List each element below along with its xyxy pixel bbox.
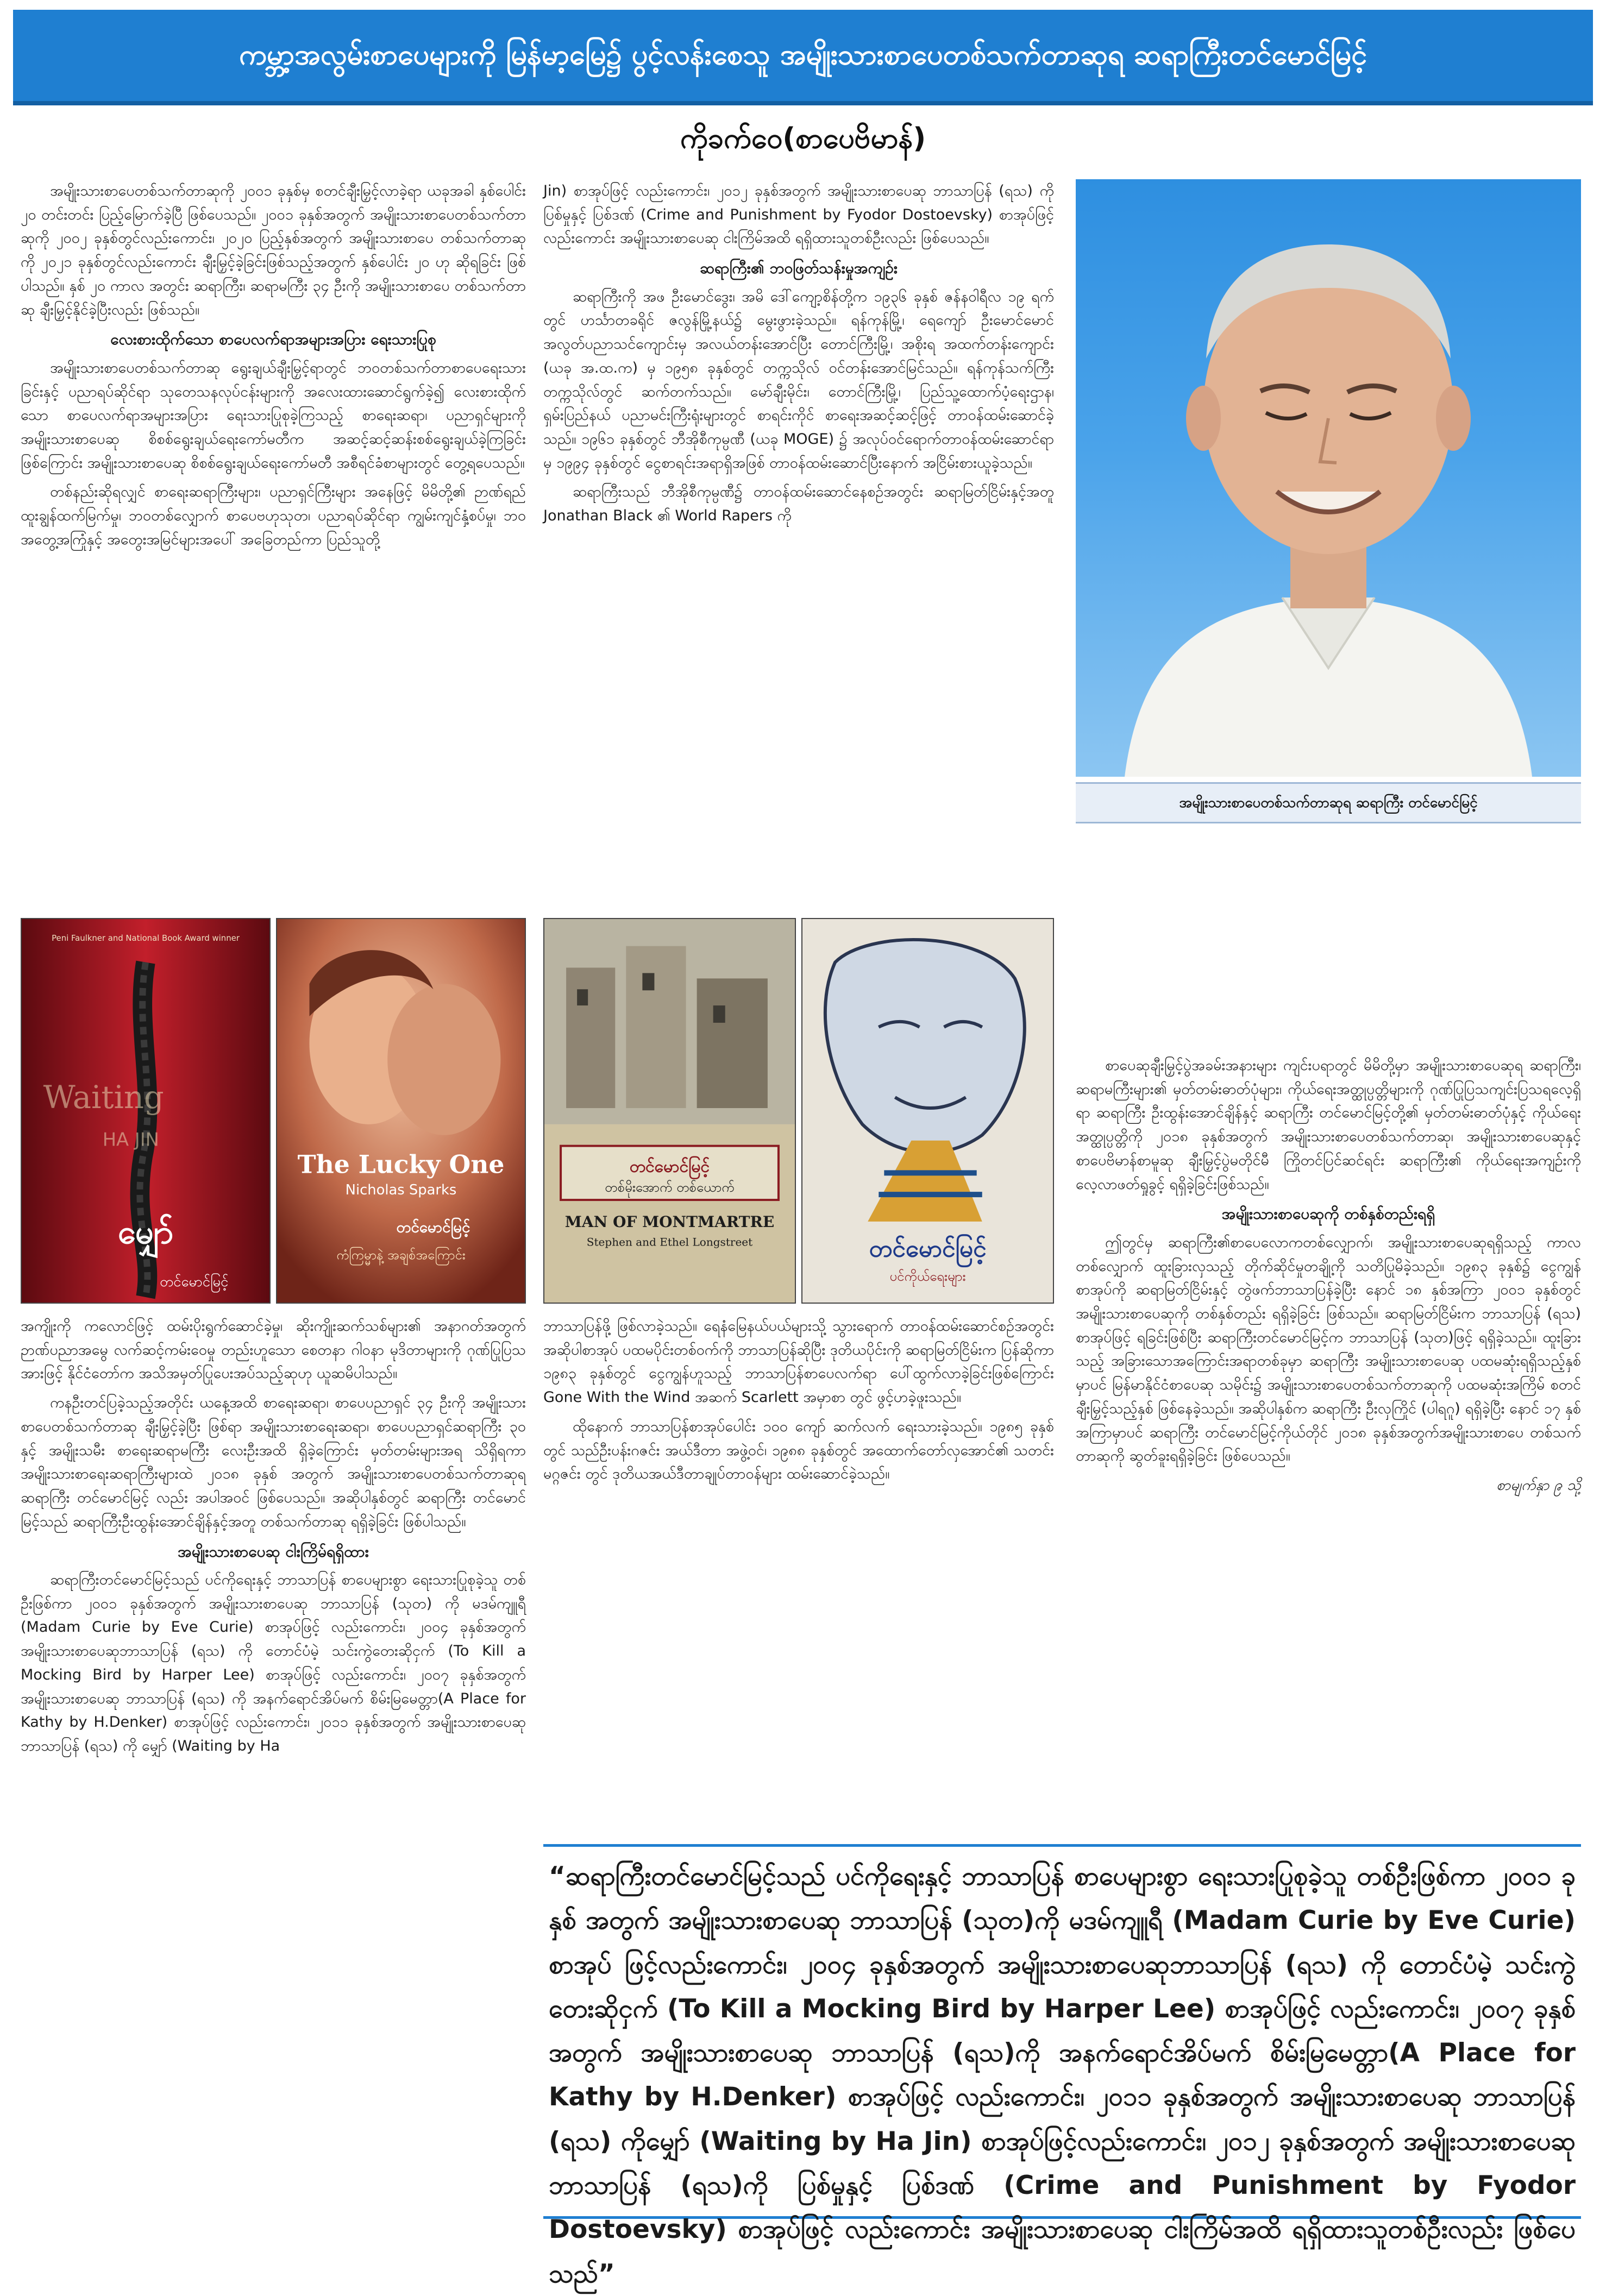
book-waiting-author: HA JIN [102,1129,159,1150]
article-paragraph: စာပေဆုချီးမြှင့်ပွဲအခမ်းအနားများ ကျင်းပရာတွင် မိမိတို့မှာ အမျိုးသားစာပေဆုရ ဆရာကြီး၊ ဆရာမကြီးများ၏ မှတ်တမ်းဓာတ်ပုံများ၊ ကိုယ်ရေးအတ္ထုပ္ပတ္တိများကို ဂုဏ်ပြုပြသကျင်းပြသရလေ့ရှိရာ ဆရာကြီး ဦးထွန်းအောင်ချိန်နှင့် ဆရာကြီး တင်မောင်မြင့်တို့၏ မှတ်တမ်းဓာတ်ပုံနှင့် ကိုယ်ရေးအတ္ထုပ္ပတ္တိကို ၂၀၁၈ ခုနှစ်အတွက် အမျိုးသားစာပေတစ်သက်တာဆု၊ အမျိုးသားစာပေဆုနှင့် စာပေဗိမာန်စာမူဆု ချီးမြှင့်ပွဲမတိုင်မီ ကြိုတင်ပြင်ဆင်ရင်း ဆရာကြီး၏ ကိုယ်ရေးအကျဉ်းကို လေ့လာဖတ်ရှုခွင့် ရရှိခဲ့ခြင်းဖြစ်သည်။ [1076,1057,1581,1193]
book-cover-waiting [21,918,271,1304]
article-paragraph: ကနဦးတင်ပြခဲ့သည့်အတိုင်း ယနေ့အထိ စာရေးဆရာ၊ စာပေပညာရှင် ၃၄ ဦးကို အမျိုးသားစာပေတစ်သက်တာဆု ချီးမြှင့်ခဲ့ပြီး ဖြစ်ရာ အမျိုးသားစာရေးဆရာ၊ စာပေပညာရှင်ဆရာကြီး ၃၀ နှင့် အမျိုးသမီး စာရေးဆရာမကြီး လေးဦးအထိ ရှိခဲ့ကြောင်း မှတ်တမ်းများအရ သိရှိရကာ အမျိုးသားစာရေးဆရာကြီးများထဲ ၂၀၁၈ ခုနှစ် အတွက် အမျိုးသားစာပေတစ်သက်တာဆုရ ဆရာကြီး တင်မောင်မြင့် လည်း အပါအဝင် ဖြစ်ပေသည်။ အဆိုပါနှစ်တွင် ဆရာကြီး တင်မောင် မြင့်သည် ဆရာကြီးဦးထွန်းအောင်ချိန်နှင့်အတူ တစ်သက်တာဆု ရရှိခဲ့ခြင်း ဖြစ်ပါသည်။ [21,1394,526,1530]
pull-quote: “ဆရာကြီးတင်မောင်မြင့်သည် ပင်ကိုရေးနှင့် ဘာသာပြန် စာပေများစွာ ရေးသားပြုစုခဲ့သူ တစ်ဦးဖြစ်ကာ ၂၀၀၁ ခုနှစ် အတွက် အမျိုးသားစာပေဆု ဘာသာပြန် (သုတ)ကို မဒမ်ကျူရီ (Madam Curie by Eve Curie) စာအုပ် ဖြင့်လည်းကောင်း၊ ၂၀၀၄ ခုနှစ်အတွက် အမျိုးသားစာပေဆုဘာသာပြန် (ရသ) ကို တောင်ပံမဲ့ သင်းကွဲတေးဆိုငှက် (To Kill a Mocking Bird by Harper Lee) စာအုပ်ဖြင့် လည်းကောင်း၊ ၂၀၀၇ ခုနှစ်အတွက် အမျိုးသားစာပေဆု ဘာသာပြန် (ရသ)ကို အနက်ရောင်အိပ်မက် စိမ်းမြမေတ္တာ(A Place for Kathy by H.Denker) စာအုပ်ဖြင့် လည်းကောင်း၊ ၂၀၁၁ ခုနှစ်အတွက် အမျိုးသားစာပေဆု ဘာသာပြန် (ရသ) ကိုမျှော် (Waiting by Ha Jin) စာအုပ်ဖြင့်လည်းကောင်း၊ ၂၀၁၂ ခုနှစ်အတွက် အမျိုးသားစာပေဆု ဘာသာပြန် (ရသ)ကို ပြစ်မှုနှင့် ပြစ်ဒဏ် (Crime and Punishment by Fyodor Dostoevsky) စာအုပ်ဖြင့် လည်းကောင်း အမျိုးသားစာပေဆု ငါးကြိမ်အထိ ရရှိထားသူတစ်ဦးလည်း ဖြစ်ပေသည်” [543,1844,1581,2219]
article-paragraph: ဆရာကြီးတင်မောင်မြင့်သည် ပင်ကိုရေးနှင့် ဘာသာပြန် စာပေများစွာ ရေးသားပြုစုခဲ့သူ တစ်ဦးဖြစ်ကာ ၂၀၀၁ ခုနှစ်အတွက် အမျိုးသားစာပေဆု ဘာသာပြန် (သုတ) ကို မဒမ်ကျူရီ (Madam Curie by Eve Curie) စာအုပ်ဖြင့် လည်းကောင်း၊ ၂၀၀၄ ခုနှစ်အတွက် အမျိုးသားစာပေဆုဘာသာပြန် (ရသ) ကို တောင်ပံမဲ့ သင်းကွဲတေးဆိုငှက် (To Kill a Mocking Bird by Harper Lee) စာအုပ်ဖြင့် လည်းကောင်း၊ ၂၀၀၇ ခုနှစ်အတွက် အမျိုးသားစာပေဆု ဘာသာပြန် (ရသ) ကို အနက်ရောင်အိပ်မက် စိမ်းမြမေတ္တာ(A Place for Kathy by H.Denker) စာအုပ်ဖြင့် လည်းကောင်း၊ ၂၀၁၁ ခုနှစ်အတွက် အမျိုးသားစာပေဆု ဘာသာပြန် (ရသ) ကို မျှော် (Waiting by Ha [21,1571,526,1755]
book-lucky-author: Nicholas Sparks [345,1182,457,1199]
book-lucky-burmese-author: တင်မောင်မြင့် [396,1218,470,1236]
book-waiting-burmese-author: တင်မောင်မြင့် [160,1274,229,1291]
column-1-bottom [21,1314,526,2216]
book-montmartre-burmese-author: တင်မောင်မြင့် [629,1157,710,1177]
book-cover-lucky-one [276,918,526,1304]
author-portrait [1076,179,1581,777]
column-3-bottom [1076,1054,1581,1879]
book-waiting-title: Waiting [43,1079,164,1116]
headline: ကမ္ဘာ့အလွမ်းစာပေများကို မြန်မာ့မြေ၌ ပွင့်လန်းစေသူ အမျိုးသားစာပေတစ်သက်တာဆုရ ဆရာကြီးတင်မောင်မြင့် [239,39,1367,72]
book-montmartre-author: Stephen and Ethel Longstreet [586,1235,753,1249]
section-subheading: အမျိုးသားစာပေဆု ငါးကြိမ်ရရှိထား [178,1542,369,1561]
column-1-top [21,179,526,910]
book-lucky-title: The Lucky One [297,1149,505,1179]
book-montmartre-burmese-title: တစ်မိုးအောက် တစ်ယောက် [605,1180,735,1196]
portrait-illustration [1076,179,1581,777]
book-lucky-burmese-subtitle: ကံကြမ္မာနဲ့ အချစ်အကြောင်း [336,1247,466,1263]
article-paragraph: တစ်နည်းဆိုရလျှင် စာရေးဆရာကြီးများ၊ ပညာရှင်ကြီးများ အနေဖြင့် မိမိတို့၏ ဉာဏ်ရည်ထူးချွန်ထက်မြက်မှု၊ ဘဝတစ်လျှောက် စာပေဗဟုသုတ၊ ပညာရပ်ဆိုင်ရာ ကျွမ်းကျင်နှံ့စပ်မှု၊ ဘဝအတွေ့အကြုံနှင့် အတွေးအမြင်များအပေါ် အခြေတည်ကာ ပြည်သူတို့ [21,483,526,548]
continued-note: စာမျက်နှာ ၉ သို့ [1496,1477,1581,1494]
article-paragraph: ဆရာကြီးသည် ဘီအိုစီကုမ္ပဏီ၌ တာဝန်ထမ်းဆောင်နေစဉ်အတွင်း ဆရာမြတ်ငြိမ်းနှင့်အတူ Jonathan Black ၏ World Rapers ကို [543,483,1054,525]
article-paragraph: ဆရာကြီးကို အဖ ဦးမောင်ဒွေး၊ အမိ ဒေါ်ကျော့စိန်တို့က ၁၉၃၆ ခုနှစ် ဇန်နဝါရီလ ၁၉ ရက်တွင် ဟင်္သာတခရိုင် ဇလွန်မြို့နယ်၌ မွေးဖွားခဲ့သည်။ ရန်ကုန်မြို့၊ ရေကျော် ဦးမောင်မောင် အလွတ်ပညာသင်ကျောင်းမှ အလယ်တန်းအောင်ပြီး တောင်ကြီးမြို့၊ အစိုးရ အထက်တန်းကျောင်း (ယခု အ.ထ.က) မှ ၁၉၅၈ ခုနှစ်တွင် တက္ကသိုလ် ဝင်တန်းအောင်မြင်သည်။ ရန်ကုန်သက်ကြီးတက္ကသိုလ်တွင် ဆက်တက်သည်။ မော်ချီးမိုင်း၊ တောင်ကြီးမြို့၊ ပြည်သူ့ထောက်ပံ့ရေးဌာန၊ ရှမ်းပြည်နယ် ပညာမင်းကြီးရုံးများတွင် စာရင်းကိုင် စာရေးအဆင့်ဆင့်ဖြင့် တာဝန်ထမ်းဆောင်ခဲ့သည်။ ၁၉၆၁ ခုနှစ်တွင် ဘီအိုစီကုမ္ပဏီ (ယခု MOGE) ၌ အလုပ်ဝင်ရောက်တာဝန်ထမ်းဆောင်ရာမှ ၁၉၉၄ ခုနှစ်တွင် ငွေစာရင်းအရာရှိအဖြစ် တာဝန်ထမ်းဆောင်ပြီးနောက် အငြိမ်းစားယူခဲ့သည်။ [543,288,1054,471]
article-paragraph: အမျိုးသားစာပေတစ်သက်တာဆုကို ၂၀၀၁ ခုနှစ်မှ စတင်ချီးမြှင့်လာခဲ့ရာ ယခုအခါ နှစ်ပေါင်း ၂၀ တင်းတင်း ပြည့်မြောက်ခဲ့ပြီ ဖြစ်ပေသည်။ ၂၀၀၁ ခုနှစ်အတွက် အမျိုးသားစာပေတစ်သက်တာဆုကို ၂၀၀၂ ခုနှစ်တွင်လည်းကောင်း၊ ၂၀၂၀ ပြည့်နှစ်အတွက် အမျိုးသားစာပေ တစ်သက်တာဆုကို ၂၀၂၁ ခုနှစ်တွင်လည်းကောင်း ချီးမြှင့်ခဲ့ခြင်းဖြစ်သည့်အတွက် နှစ်ပေါင်း ၂၀ ဟု ဆိုရခြင်း ဖြစ်ပါသည်။ နှစ် ၂၀ ကာလ အတွင်း ဆရာကြီး၊ ဆရာမကြီး ၃၄ ဦးကို အမျိုးသားစာပေ တစ်သက်တာဆု ချီးမြှင့်နိုင်ခဲ့ပြီးလည်း ဖြစ်သည်။ [21,183,526,318]
book-waiting-top-text: Peni Faulkner and National Book Award winner [52,933,240,943]
article-paragraph: ဤတွင်မှ ဆရာကြီး၏စာပေလောကတစ်လျှောက်၊ အမျိုးသားစာပေဆုရရှိသည့် ကာလတစ်လျှောက် ထူးခြားလှသည့် တိုက်ဆိုင်မှုတချို့ကို သတိပြုမိခဲ့သည်။ ၁၉၈၃ ခုနှစ်၌ ငွေကျွန်စာအုပ်ကို ဆရာမြတ်ငြိမ်းနှင့် တွဲဖက်ဘာသာပြန်ခဲ့ပြီး နောင် ၁၈ နှစ်အကြာ ၂၀၀၁ ခုနှစ်တွင် အမျိုးသားစာပေဆုကို တစ်နှစ်တည်း ရရှိခဲ့ခြင်း ဖြစ်သည်။ ဆရာမြတ်ငြိမ်းက ဘာသာပြန် (ရသ) စာအုပ်ဖြင့် ရခြင်းဖြစ်ပြီး ဆရာကြီးတင်မောင်မြင့်က ဘာသာပြန် (သုတ)ဖြင့် ရရှိခဲ့သည်။ ထူးခြားသည့် အခြားသောအကြောင်းအရာတစ်ခုမှာ ဆရာကြီး အမျိုးသားစာပေဆု ပထမဆုံးရရှိသည့်နှစ်မှာပင် မြန်မာနိုင်ငံစာပေဆု သမိုင်း၌ အမျိုးသားစာပေတစ်သက်တာဆုကို ပထမဆုံးအကြိမ် စတင်ချီးမြှင့်သည့်နှစ် ဖြစ်နေခဲ့သည်။ အဆိုပါနှစ်က ဆရာကြီး ဦးလှကြိုင် (ပါရဂူ) ရရှိခဲ့ပြီး နောင် ၁၇ နှစ်အကြာမှာပင် ဆရာကြီး တင်မောင်မြင့်ကိုယ်တိုင် ၂၀၁၈ ခုနှစ်အတွက်အမျိုးသားစာပေ တစ်သက်တာဆုကို ဆွတ်ခူးရရှိခဲ့ခြင်း ဖြစ်ပေသည်။ [1076,1234,1581,1465]
article-paragraph: ထိုနောက် ဘာသာပြန်စာအုပ်ပေါင်း ၁၀၀ ကျော် ဆက်လက် ရေးသားခဲ့သည်။ ၁၉၈၅ ခုနှစ်တွင် သည်ဦးပန်းဂဇင်း အယ်ဒီတာ အဖွဲ့ဝင်၊ ၁၉၈၈ ခုနှစ်တွင် အထောက်တော်လှအောင်၏ သတင်းမဂ္ဂဇင်း တွင် ဒုတိယအယ်ဒီတာချုပ်တာဝန်များ ထမ်းဆောင်ခဲ့သည်။ [543,1418,1054,1483]
portrait-caption: အမျိုးသားစာပေတစ်သက်တာဆုရ ဆရာကြီး တင်မောင်မြင့် [1076,782,1581,823]
book-covers-left [21,918,526,1304]
book-cover-collection [801,918,1054,1304]
book-waiting-burmese-title: မျှော် [117,1213,174,1251]
section-subheading: ဆရာကြီး၏ ဘဝဖြတ်သန်းမှုအကျဉ်း [699,259,898,278]
book-collection-burmese-author: တင်မောင်မြင့် [869,1235,987,1263]
article-paragraph: အမျိုးသားစာပေတစ်သက်တာဆု ရွေးချယ်ချီးမြှင့်ရာတွင် ဘဝတစ်သက်တာစာပေရေးသားခြင်းနှင့် ပညာရပ်ဆိုင်ရာ သုတေသနလုပ်ငန်းများကို အလေးထားဆောင်ရွက်ခဲ့၍ လေးစားထိုက်သော စာပေလက်ရာအများအပြား ရေးသားပြုစုခဲ့ကြသည့် စာရေးဆရာ၊ ပညာရှင်များကို အမျိုးသားစာပေဆု စိစစ်ရွေးချယ်ရေးကော်မတီက အဆင့်ဆင့်ဆန်းစစ်ရွေးချယ်ခဲ့ကြခြင်းဖြစ်ကြောင်း အမျိုးသားစာပေဆု စိစစ်ရွေးချယ်ရေးကော်မတီ အစီရင်ခံစာများတွင် တွေ့ရပေသည်။ [21,359,526,471]
book-montmartre-title: MAN OF MONTMARTRE [564,1212,775,1231]
headline-banner [13,10,1593,105]
book-cover-montmartre [543,918,796,1304]
byline: ကိုခက်ဝေ(စာပေဗိမာန်) [680,122,926,155]
column-2-bottom [543,1314,1054,1825]
article-paragraph: ဘာသာပြန်ဖို့ ဖြစ်လာခဲ့သည်။ ရေနံမြေနယ်ပယ်များသို့ သွားရောက် တာဝန်ထမ်းဆောင်စဉ်အတွင်း အဆိုပါစာအုပ် ပထမပိုင်းတစ်ဝက်ကို ဘာသာပြန်ဆိုပြီး ဒုတိယပိုင်းကို ဆရာမြတ်ငြိမ်းက ပြန်ဆိုကာ ၁၉၈၃ ခုနှစ်တွင် ငွေကျွန်ဟူသည့် ဘာသာပြန်စာပေလက်ရာ ပေါ်ထွက်လာခဲ့ခြင်းဖြစ်ကြောင်း Gone With the Wind အဆက် Scarlett အမှာစာ တွင် ဖွင့်ဟခဲ့ဖူးသည်။ [543,1318,1055,1406]
section-subheading: လေးစားထိုက်သော စာပေလက်ရာအများအပြား ရေးသားပြုစု [110,330,436,349]
book-collection-burmese-subtitle: ပင်ကိုယ်ရေးများ [889,1269,966,1285]
section-subheading: အမျိုးသားစာပေဆုကို တစ်နှစ်တည်းရရှိ [1221,1205,1435,1223]
column-2-top [543,179,1054,910]
article-paragraph: အကျိုးကို ကလောင်ဖြင့် ထမ်းပိုးရွက်ဆောင်ခဲ့မှု၊ ဆိုးကျိုးဆက်သစ်များ၏ အနာဂတ်အတွက် ဉာဏ်ပညာအမွေ လက်ဆင့်ကမ်းဝေမှု တည်းဟူသော စေတနာ ဂါဝနာ မုဒိတာများကို ဂုဏ်ပြုပြသအားဖြင့် နိုင်ငံတော်က အသိအမှတ်ပြုပေးအပ်သည့်ဆုဟု ယူဆမိပါသည်။ [21,1318,526,1382]
book-covers-right [543,918,1054,1304]
article-paragraph: Jin) စာအုပ်ဖြင့် လည်းကောင်း၊ ၂၀၁၂ ခုနှစ်အတွက် အမျိုးသားစာပေဆု ဘာသာပြန် (ရသ) ကို ပြစ်မှုနှင့် ပြစ်ဒဏ် (Crime and Punishment by Fyodor Dostoevsky) စာအုပ်ဖြင့်လည်းကောင်း အမျိုးသားစာပေဆု ငါးကြိမ်အထိ ရရှိထားသူတစ်ဦးလည်း ဖြစ်ပေသည်။ [543,183,1054,247]
